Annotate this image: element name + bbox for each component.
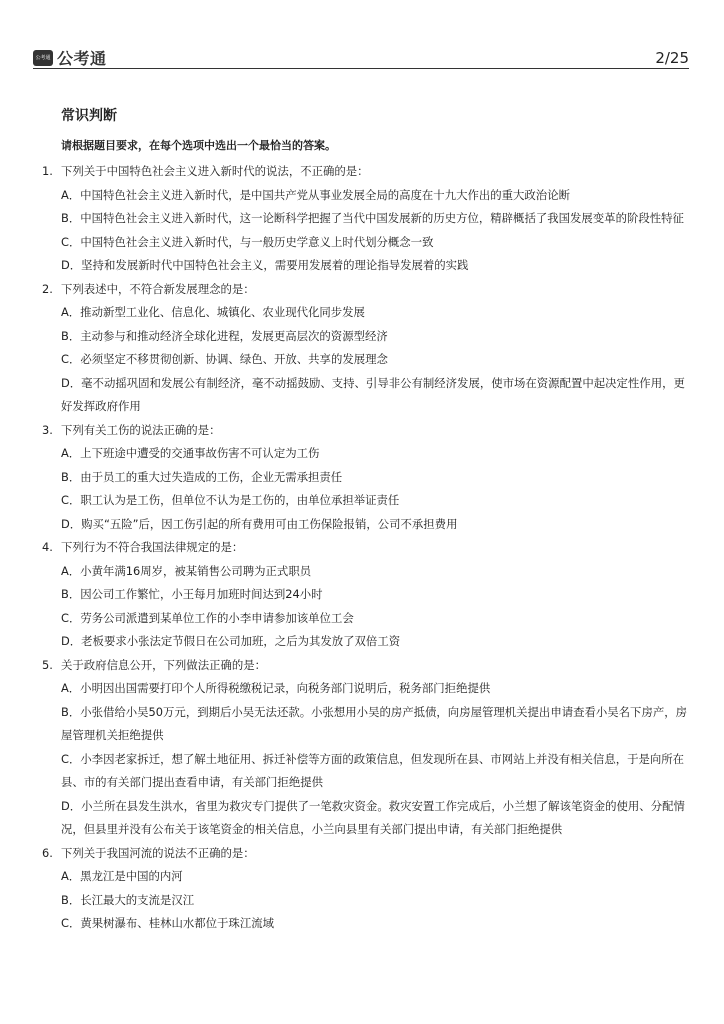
header-divider xyxy=(33,68,689,69)
answer-option: D．老板要求小张法定节假日在公司加班，之后为其发放了双倍工资 xyxy=(61,634,401,648)
question-text: 下列表述中，不符合新发展理念的是： xyxy=(61,281,255,296)
question-number: 6. xyxy=(42,845,53,860)
page-number: 2/25 xyxy=(655,49,689,67)
answer-option: C．黄果树瀑布、桂林山水都位于珠江流域 xyxy=(61,916,274,930)
question-number: 3. xyxy=(42,422,53,437)
page-header xyxy=(33,44,689,70)
answer-option: B．由于员工的重大过失造成的工伤，企业无需承担责任 xyxy=(61,469,343,484)
question-text: 下列关于中国特色社会主义进入新时代的说法，不正确的是： xyxy=(61,164,369,178)
question-stem xyxy=(42,654,692,678)
section-instruction: 请根据题目要求，在每个选项中选出一个最恰当的答案。 xyxy=(61,139,336,152)
question-stem xyxy=(42,160,692,184)
question-2 xyxy=(42,278,692,419)
question-stem xyxy=(42,536,692,560)
question-stem xyxy=(42,278,692,302)
answer-option: D．坚持和发展新时代中国特色社会主义，需要用发展着的理论指导发展着的实践 xyxy=(61,258,469,272)
question-3 xyxy=(42,419,692,537)
question-stem xyxy=(42,419,692,443)
answer-option: A．黑龙江是中国的内河 xyxy=(61,869,183,883)
question-stem xyxy=(42,842,692,866)
option-list xyxy=(61,184,692,278)
brand-name: 公考通 xyxy=(57,49,107,68)
answer-option: C．职工认为是工伤，但单位不认为是工伤的，由单位承担举证责任 xyxy=(61,493,400,507)
question-6 xyxy=(42,842,692,936)
question-text: 下列关于我国河流的说法不正确的是： xyxy=(61,845,255,860)
question-1 xyxy=(42,160,692,278)
question-number: 4. xyxy=(42,540,53,554)
answer-option: A．中国特色社会主义进入新时代，是中国共产党从事业发展全局的高度在十九大作出的重大政治论断 xyxy=(61,187,570,202)
question-number: 2. xyxy=(42,281,53,296)
answer-option: B．中国特色社会主义进入新时代，这一论断科学把握了当代中国发展新的历史方位，精辟概括了我国发展变革的阶段性特征 xyxy=(61,211,684,225)
option-list xyxy=(61,677,692,842)
answer-option: A．上下班途中遭受的交通事故伤害不可认定为工伤 xyxy=(61,446,320,460)
question-number: 5. xyxy=(42,657,53,672)
answer-option: C．中国特色社会主义进入新时代，与一般历史学意义上时代划分概念一致 xyxy=(61,234,434,249)
option-list xyxy=(61,560,692,654)
answer-option: A．推动新型工业化、信息化、城镇化、农业现代化同步发展 xyxy=(61,305,365,319)
answer-option: B．主动参与和推动经济全球化进程，发展更高层次的资源型经济 xyxy=(61,328,388,343)
answer-option: A．小明因出国需要打印个人所得税缴税记录，向税务部门说明后，税务部门拒绝提供 xyxy=(61,681,491,695)
brand-logo xyxy=(33,46,107,69)
question-list xyxy=(42,160,692,936)
question-text: 下列有关工伤的说法正确的是： xyxy=(61,422,221,437)
option-list xyxy=(61,301,692,419)
answer-option: B．因公司工作繁忙，小王每月加班时间达到24小时 xyxy=(61,587,323,601)
answer-option: B．小张借给小吴50万元，到期后小吴无法还款。小张想用小吴的房产抵债，向房屋管理机关提出申请查看小吴名下房产，房屋管理机关拒绝提供 xyxy=(61,704,688,742)
option-list xyxy=(61,865,692,936)
answer-option: C．小李因老家拆迁，想了解土地征用、拆迁补偿等方面的政策信息，但发现所在县、市网站上并没有相关信息，于是向所在县、市的有关部门提出查看申请，有关部门拒绝提供 xyxy=(61,751,685,789)
answer-option: A．小黄年满16周岁，被某销售公司聘为正式职员 xyxy=(61,563,312,578)
answer-option: D．小兰所在县发生洪水，省里为救灾专门提供了一笔救灾资金。救灾安置工作完成后，小兰想了解该笔资金的使用、分配情况，但县里并没有公布关于该笔资金的相关信息，小兰向县里有关部门提出申请，有关部门拒绝提供 xyxy=(61,798,685,836)
logo-badge-icon: 公考通 xyxy=(33,50,53,66)
section-title: 常识判断 xyxy=(61,108,117,124)
answer-option: D．购买“五险”后，因工伤引起的所有费用可由工伤保险报销，公司不承担费用 xyxy=(61,516,458,531)
answer-option: D．毫不动摇巩固和发展公有制经济，毫不动摇鼓励、支持、引导非公有制经济发展，使市场在资源配置中起决定性作用，更好发挥政府作用 xyxy=(61,375,685,413)
option-list xyxy=(61,442,692,536)
question-4 xyxy=(42,536,692,654)
question-5 xyxy=(42,654,692,842)
answer-option: B．长江最大的支流是汉江 xyxy=(61,892,195,907)
question-text: 关于政府信息公开，下列做法正确的是： xyxy=(61,657,267,672)
question-text: 下列行为不符合我国法律规定的是： xyxy=(61,540,244,554)
answer-option: C．必须坚定不移贯彻创新、协调、绿色、开放、共享的发展理念 xyxy=(61,352,388,366)
answer-option: C．劳务公司派遣到某单位工作的小李申请参加该单位工会 xyxy=(61,610,354,625)
question-number: 1. xyxy=(42,164,53,178)
